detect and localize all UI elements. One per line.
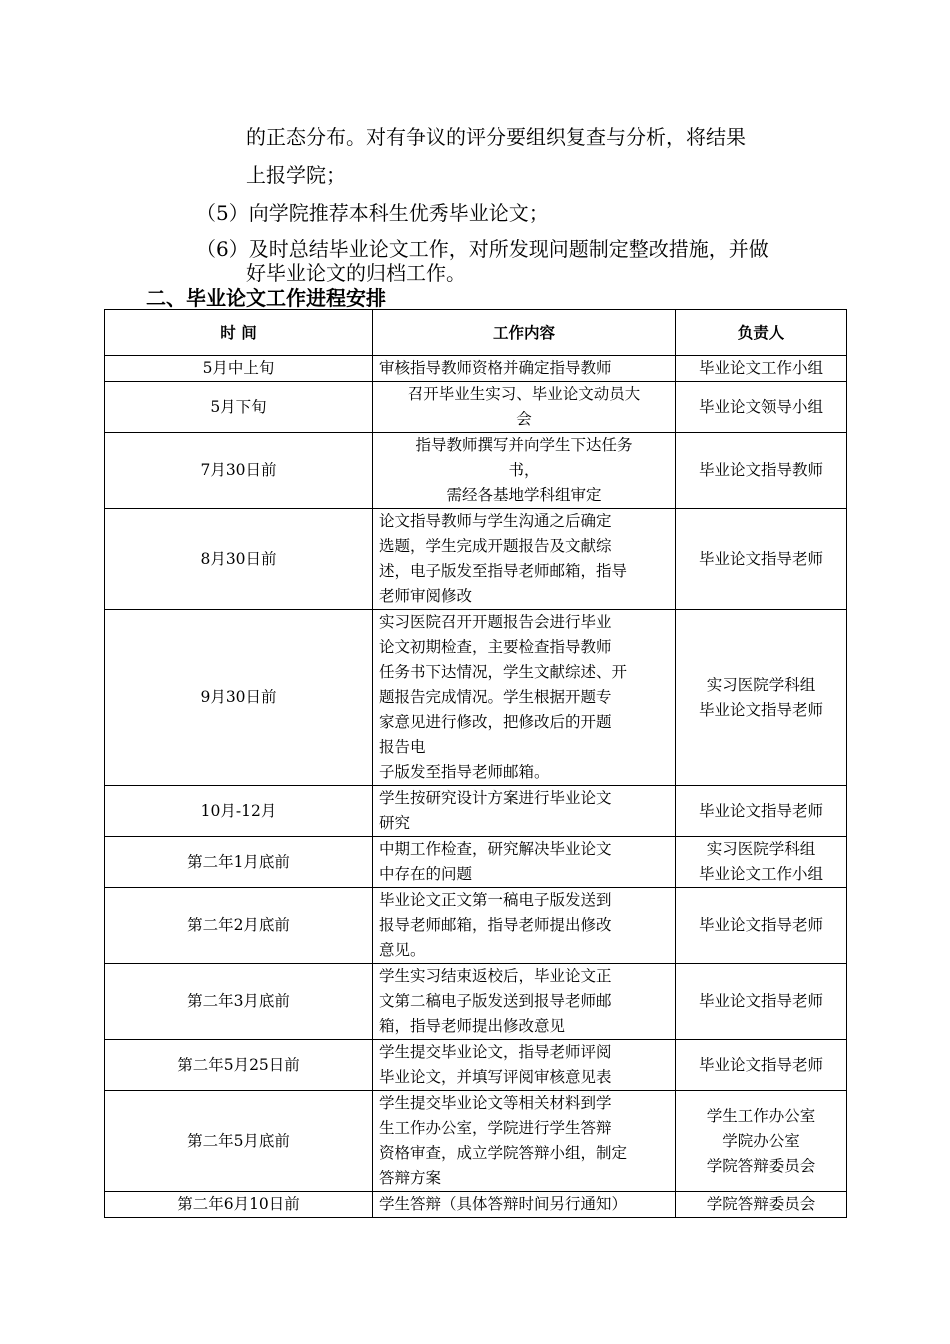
cell-content-line: 题报告完成情况。学生根据开题专 <box>379 688 612 706</box>
cell-content-line: 学生按研究设计方案进行毕业论文 <box>379 789 612 807</box>
paragraph-line-1: 的正态分布。对有争议的评分要组织复查与分析，将结果 <box>246 125 746 149</box>
cell-content-line: 研究 <box>379 814 411 832</box>
cell-owner-line: 学院办公室 <box>722 1131 800 1150</box>
paragraph-item-6: （6）及时总结毕业论文工作，对所发现问题制定整改措施，并做 <box>196 237 769 261</box>
cell-time: 第二年5月25日前 <box>105 1040 373 1091</box>
cell-content <box>373 837 676 888</box>
cell-owner <box>676 1091 847 1192</box>
cell-content-line: 资格审查，成立学院答辩小组，制定 <box>379 1144 628 1162</box>
cell-content <box>373 888 676 964</box>
table-row <box>105 964 847 1040</box>
cell-time: 第二年2月底前 <box>105 888 373 964</box>
table-row <box>105 837 847 888</box>
cell-owner-line: 实习医院学科组 <box>706 675 816 694</box>
cell-content <box>373 382 676 433</box>
table-row <box>105 1040 847 1091</box>
cell-content-line: 选题，学生完成开题报告及文献综 <box>379 537 612 555</box>
cell-content <box>373 433 676 509</box>
schedule-table <box>104 309 847 1218</box>
cell-owner <box>676 1192 847 1218</box>
cell-content-line: 召开毕业生实习、毕业论文动员大 <box>407 385 641 403</box>
table-row <box>105 356 847 382</box>
header-time: 时 间 <box>105 310 373 356</box>
cell-content-line: 老师审阅修改 <box>379 587 473 605</box>
cell-content-line: 书， <box>508 461 540 479</box>
cell-owner <box>676 1040 847 1091</box>
cell-owner-line: 学院答辩委员会 <box>706 1195 816 1213</box>
cell-time: 5月下旬 <box>105 382 373 433</box>
cell-content-line: 家意见进行修改，把修改后的开题 <box>379 713 612 731</box>
cell-content-line: 报导老师邮箱，指导老师提出修改 <box>379 916 612 934</box>
cell-owner <box>676 837 847 888</box>
cell-owner <box>676 509 847 610</box>
cell-owner <box>676 382 847 433</box>
cell-time: 9月30日前 <box>105 610 373 786</box>
cell-owner-line: 学院答辩委员会 <box>706 1156 816 1175</box>
cell-content <box>373 1091 676 1192</box>
cell-content-line: 学生实习结束返校后，毕业论文正 <box>379 967 612 985</box>
cell-content-line: 毕业论文，并填写评阅审核意见表 <box>379 1068 612 1086</box>
cell-owner-line: 学生工作办公室 <box>706 1106 816 1125</box>
cell-content-line: 中期工作检查，研究解决毕业论文 <box>379 840 612 858</box>
cell-content-line: 会 <box>516 410 532 428</box>
table-row <box>105 1192 847 1218</box>
cell-content-line: 箱，指导老师提出修改意见 <box>379 1017 566 1035</box>
cell-owner-line: 毕业论文领导小组 <box>698 397 823 416</box>
table-row <box>105 888 847 964</box>
cell-content <box>373 1040 676 1091</box>
table-row <box>105 1091 847 1192</box>
paragraph-item-5: （5）向学院推荐本科生优秀毕业论文； <box>196 201 549 225</box>
paragraph-line-2: 上报学院； <box>246 163 346 187</box>
table-row <box>105 610 847 786</box>
cell-content-line: 指导教师撰写并向学生下达任务 <box>415 436 633 454</box>
table-header-row <box>105 310 847 356</box>
cell-owner-line: 毕业论文指导老师 <box>698 1055 823 1074</box>
cell-owner-line: 毕业论文工作小组 <box>698 359 823 377</box>
cell-owner <box>676 964 847 1040</box>
cell-content-line: 文第二稿电子版发送到报导老师邮 <box>379 992 612 1010</box>
cell-owner-line: 毕业论文工作小组 <box>698 865 823 883</box>
cell-content-line: 实习医院召开开题报告会进行毕业 <box>379 613 612 631</box>
cell-time: 8月30日前 <box>105 509 373 610</box>
table-row <box>105 433 847 509</box>
section-heading: 二、毕业论文工作进程安排 <box>146 286 386 310</box>
cell-content-line: 意见。 <box>379 941 426 959</box>
cell-owner-line: 毕业论文指导老师 <box>698 549 823 568</box>
cell-content-line: 论文初期检查，主要检查指导教师 <box>379 638 612 656</box>
cell-content-line: 学生提交毕业论文等相关材料到学 <box>379 1094 612 1112</box>
cell-owner <box>676 356 847 382</box>
cell-content-line: 论文指导教师与学生沟通之后确定 <box>379 512 612 530</box>
table-row <box>105 382 847 433</box>
cell-content <box>373 356 676 382</box>
cell-content-line: 学生提交毕业论文，指导老师评阅 <box>379 1043 612 1061</box>
cell-content-line: 生工作办公室，学院进行学生答辩 <box>379 1119 612 1137</box>
cell-owner-line: 毕业论文指导教师 <box>698 461 823 479</box>
cell-owner-line: 毕业论文指导老师 <box>698 700 823 719</box>
cell-content <box>373 1192 676 1218</box>
cell-owner-line: 毕业论文指导老师 <box>698 801 823 820</box>
cell-time: 第二年3月底前 <box>105 964 373 1040</box>
cell-content-line: 述，电子版发至指导老师邮箱，指导 <box>379 562 628 580</box>
cell-content-line: 任务书下达情况，学生文献综述、开 <box>379 663 628 681</box>
cell-content-line: 需经各基地学科组审定 <box>446 486 602 504</box>
table-row <box>105 786 847 837</box>
cell-owner-line: 实习医院学科组 <box>706 840 816 858</box>
cell-time: 7月30日前 <box>105 433 373 509</box>
table-row <box>105 509 847 610</box>
cell-content <box>373 610 676 786</box>
cell-owner <box>676 610 847 786</box>
cell-content-line: 学生答辩（具体答辩时间另行通知） <box>379 1195 628 1213</box>
table-body <box>105 356 847 1218</box>
cell-time: 第二年6月10日前 <box>105 1192 373 1218</box>
cell-time: 10月-12月 <box>105 786 373 837</box>
cell-owner <box>676 433 847 509</box>
cell-owner <box>676 888 847 964</box>
cell-owner-line: 毕业论文指导老师 <box>698 916 823 934</box>
cell-content-line: 答辩方案 <box>379 1169 442 1187</box>
cell-content-line: 审核指导教师资格并确定指导教师 <box>379 359 612 377</box>
cell-content <box>373 509 676 610</box>
cell-time: 第二年1月底前 <box>105 837 373 888</box>
cell-content-line: 报告电 <box>379 738 426 756</box>
header-owner: 负责人 <box>676 310 847 356</box>
cell-time: 第二年5月底前 <box>105 1091 373 1192</box>
paragraph-item-6-continued: 好毕业论文的归档工作。 <box>246 261 466 285</box>
cell-time: 5月中上旬 <box>105 356 373 382</box>
cell-content-line: 中存在的问题 <box>379 865 473 883</box>
cell-content <box>373 786 676 837</box>
header-content: 工作内容 <box>373 310 676 356</box>
cell-content-line: 毕业论文正文第一稿电子版发送到 <box>379 891 612 909</box>
cell-owner <box>676 786 847 837</box>
cell-content-line: 子版发至指导老师邮箱。 <box>379 763 550 781</box>
cell-owner-line: 毕业论文指导老师 <box>698 992 823 1010</box>
cell-content <box>373 964 676 1040</box>
